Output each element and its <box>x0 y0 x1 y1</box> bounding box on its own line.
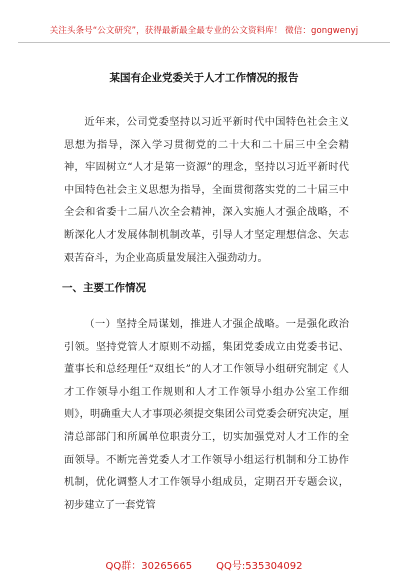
footer-qq-group: QQ群：30265665 <box>105 561 193 572</box>
section-heading: 一、主要工作情况 <box>62 282 146 294</box>
intro-paragraph: 近年来，公司党委坚持以习近平新时代中国特色社会主义思想为指导，深入学习贯彻党的二十大和二十届三中全会精神，牢固树立“人才是第一资源”的理念，坚持以习近平新时代中国特色社会主义思想为指导，全面贯彻落实党的二十届三中全会和省委十二届八次全会精神，深入实施人才强企战略，不断深化人才发展体制机制改革，引导人才坚定理想信念、矢志艰苦奋斗，为企业高质量发展注入强劲动力。 <box>64 117 349 264</box>
header-banner: 关注头条号“公文研究”，获得最新最全最专业的公文资料库！ 微信：gongwenyj <box>49 26 359 36</box>
footer-contact <box>0 557 408 572</box>
header-divider <box>18 42 390 43</box>
section-paragraph: （一）坚持全局谋划，推进人才强企战略。一是强化政治引领。坚持党管人才原则不动摇，集团党委成立由党委书记、董事长和总经理任“双组长”的人才工作领导小组研究制定《人才工作领导小组工作规则和人才工作领导小组办公室工作细则》，明确重大人才事项必须提交集团公司党委会研究决定，厘清总部部门和所属单位职责分工，切实加强党对人才工作的全面领导。不断完善党委人才工作领导小组运行机制和分工协作机制，优化调整人才工作领导小组成员，定期召开专题会议，初步建立了一套党管 <box>64 319 349 511</box>
footer-qq-number: QQ号:535304092 <box>216 561 303 572</box>
document-title: 某国有企业党委关于人才工作情况的报告 <box>109 72 299 84</box>
